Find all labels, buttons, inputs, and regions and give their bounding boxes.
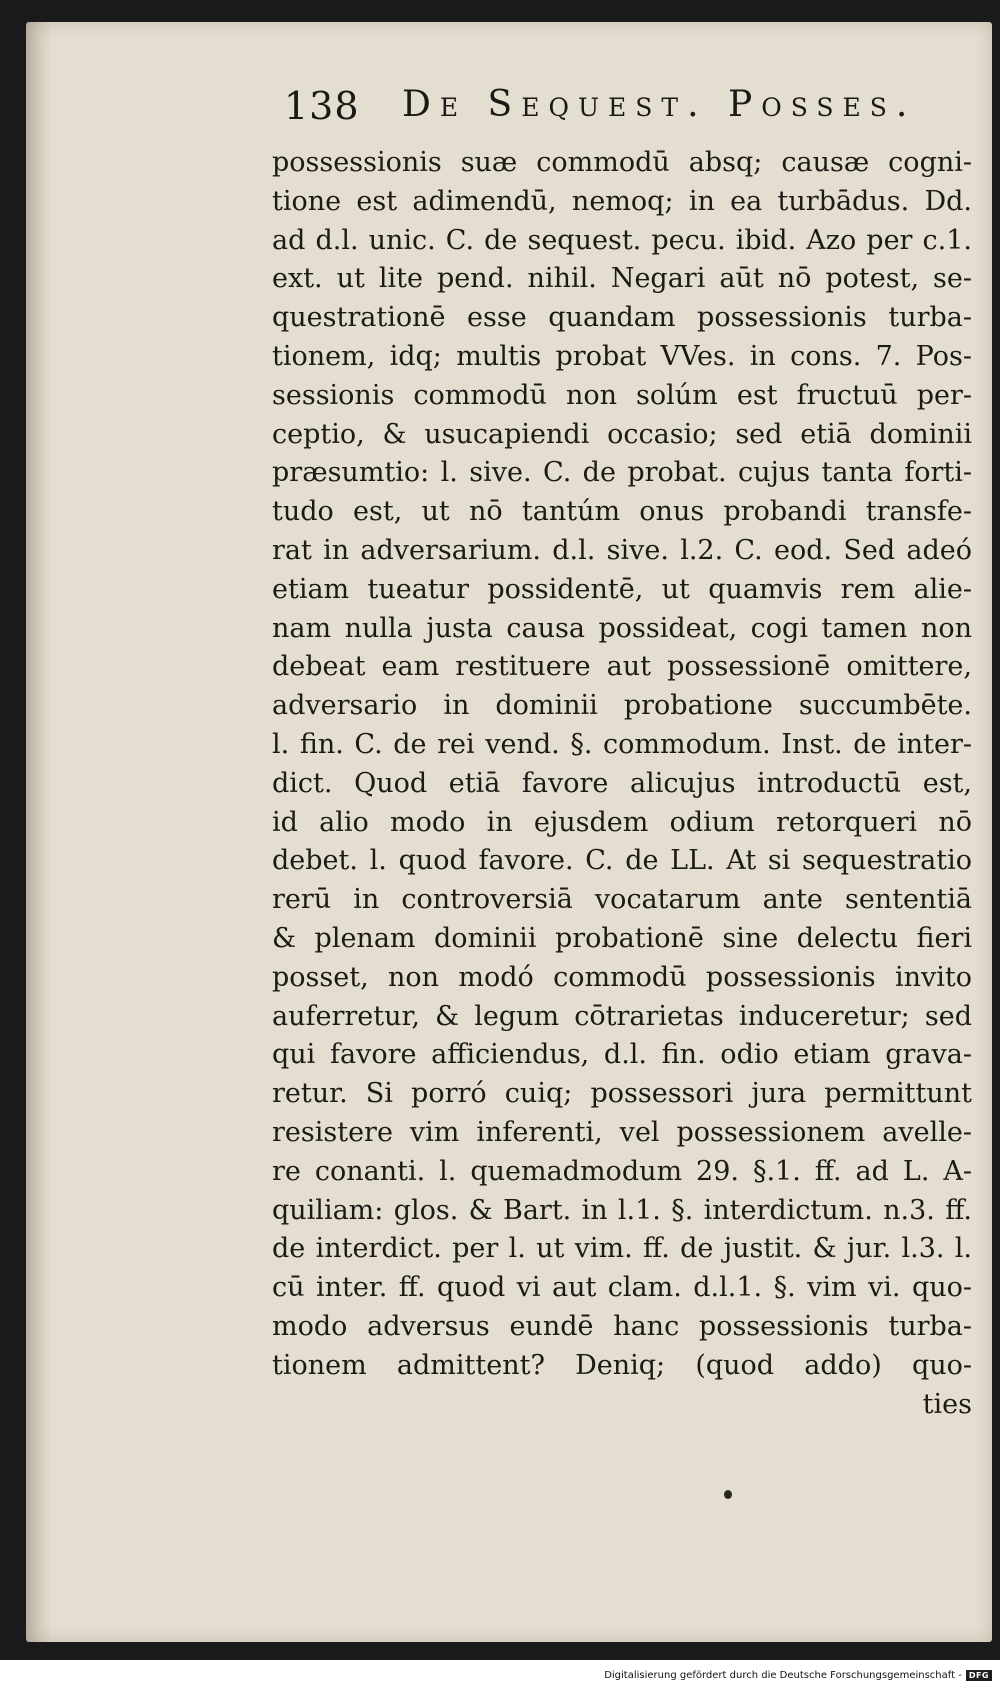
text-line: re conanti. l. quemadmodum 29. §.1. ff. ad L. A-	[272, 1155, 972, 1187]
credit-text: Digitalisierung gefördert durch die Deutsche Forschungsgemeinschaft -	[604, 1670, 962, 1681]
catchword: ties	[922, 1388, 972, 1420]
digitization-credit	[604, 1670, 992, 1681]
text-line: etiam tueatur possidentē, ut quamvis rem alie-	[272, 573, 972, 605]
text-line: sessionis commodū non solúm est fructuū per-	[272, 379, 972, 411]
text-line: tudo est, ut nō tantúm onus probandi transfe-	[272, 496, 972, 528]
text-line: ad d.l. unic. C. de sequest. pecu. ibid. Azo per c.1.	[272, 224, 972, 256]
text-line: adversario in dominii probatione succumbēte.	[272, 690, 972, 722]
text-line: quiliam: glos. & Bart. in l.1. §. interdictum. n.3. ff.	[272, 1194, 972, 1226]
running-head: De Sequest. Posses.	[402, 84, 917, 125]
text-line: tionem admittent? Deniq; (quod addo) quo-	[272, 1349, 972, 1381]
text-line: ceptio, & usucapiendi occasio; sed etiā dominii	[272, 418, 972, 450]
text-line: questrationē esse quandam possessionis turba-	[272, 302, 972, 334]
text-line: id alio modo in ejusdem odium retorqueri nō	[272, 806, 972, 838]
text-line: posset, non modó commodū possessionis invito	[272, 961, 972, 993]
book-page	[26, 22, 992, 1642]
text-line: de interdict. per l. ut vim. ff. de justit. & jur. l.3. l.	[272, 1233, 972, 1265]
text-line: & plenam dominii probationē sine delectu fieri	[272, 922, 972, 954]
text-line: præsumtio: l. sive. C. de probat. cujus tanta forti-	[272, 457, 972, 489]
ink-speck	[724, 1490, 732, 1499]
text-line: debeat eam restituere aut possessionē omittere,	[272, 651, 972, 683]
text-line: possessionis suæ commodū absq; causæ cogni-	[272, 147, 972, 178]
text-line: tione est adimendū, nemoq; in ea turbādus. Dd.	[272, 185, 972, 217]
text-line: qui favore afficiendus, d.l. fin. odio etiam grava-	[272, 1039, 972, 1071]
text-line: auferretur, & legum cōtrarietas induceretur; sed	[272, 1000, 972, 1032]
text-line: retur. Si porró cuiq; possessori jura permittunt	[272, 1078, 972, 1110]
body-text	[272, 144, 972, 1424]
page-number: 138	[284, 84, 360, 128]
text-line: tionem, idq; multis probat VVes. in cons. 7. Pos-	[272, 340, 972, 372]
text-line: nam nulla justa causa possideat, cogi tamen non	[272, 612, 972, 644]
text-line: modo adversus eundē hanc possessionis turba-	[272, 1310, 972, 1342]
text-line: dict. Quod etiā favore alicujus introductū est,	[272, 767, 972, 799]
text-line: cū inter. ff. quod vi aut clam. d.l.1. §. vim vi. quo-	[272, 1272, 972, 1304]
dfg-logo: DFG	[966, 1670, 992, 1681]
page-header	[284, 84, 934, 142]
text-line: rerū in controversiā vocatarum ante sententiā	[272, 884, 972, 916]
text-line: debet. l. quod favore. C. de LL. At si sequestratio	[272, 845, 972, 877]
text-line: rat in adversarium. d.l. sive. l.2. C. eod. Sed adeó	[272, 534, 972, 566]
text-line: ext. ut lite pend. nihil. Negari aūt nō potest, se-	[272, 263, 972, 295]
text-line: resistere vim inferenti, vel possessionem avelle-	[272, 1116, 972, 1148]
text-line: l. fin. C. de rei vend. §. commodum. Inst. de inter-	[272, 728, 972, 760]
